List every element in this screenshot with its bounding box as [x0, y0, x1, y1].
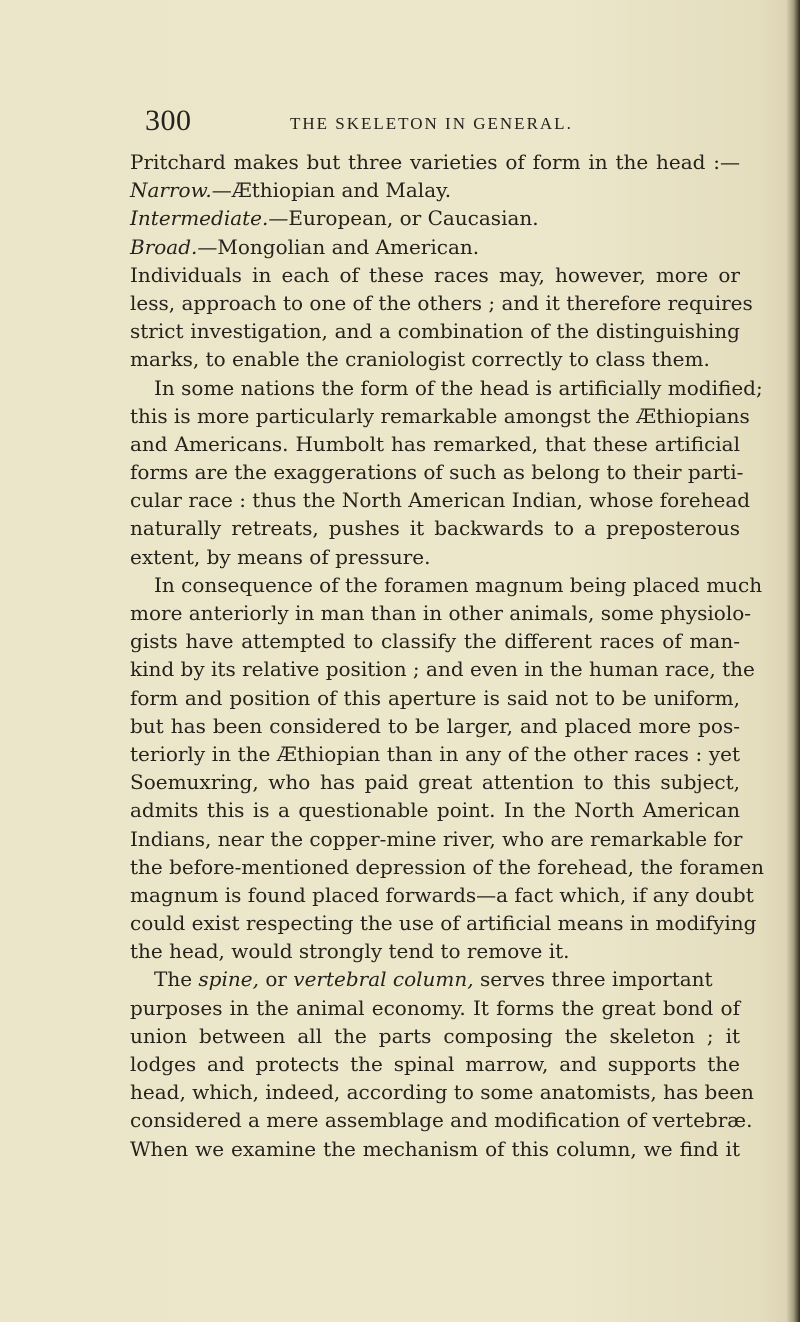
line-connector: or	[258, 967, 294, 992]
text-line: gists have attempted to classify the different races of man-	[130, 629, 740, 654]
running-head: THE SKELETON IN GENERAL.	[290, 114, 573, 133]
text-line: admits this is a questionable point. In the North American	[130, 798, 740, 823]
text-line: the head, would strongly tend to remove it.	[130, 939, 570, 964]
text-line: union between all the parts composing the skeleton ; it	[130, 1023, 740, 1048]
term-vertebral-column: vertebral column,	[293, 967, 474, 992]
text-line: but has been considered to be larger, and placed more pos-	[130, 713, 740, 738]
text-line	[130, 204, 740, 232]
line-suffix: serves three important	[473, 967, 713, 992]
text-line: and Americans. Humbolt has remarked, that these artificial	[130, 431, 740, 456]
text-line: extent, by means of pressure.	[130, 544, 431, 569]
line-prefix: The	[154, 967, 199, 992]
text-line: forms are the exaggerations of such as belong to their parti-	[130, 460, 744, 485]
term-narrow: Narrow.	[130, 178, 212, 203]
page-number: 300	[145, 104, 192, 137]
text-line: strict investigation, and a combination of the distinguishing	[130, 319, 740, 344]
text-line: less, approach to one of the others ; and it therefore requires	[130, 290, 753, 315]
text-line: In some nations the form of the head is artificially modified;	[154, 375, 763, 400]
term-broad: Broad.	[130, 234, 198, 259]
text-line: could exist respecting the use of artificial means in modifying	[130, 911, 757, 936]
text-line: this is more particularly remarkable amongst the Æthiopians	[130, 403, 750, 428]
text-line: head, which, indeed, according to some anatomists, has been	[130, 1080, 754, 1105]
term-definition: —Mongolian and American.	[197, 234, 480, 259]
text-line: form and position of this aperture is said not to be uniform,	[130, 685, 740, 710]
body-text	[130, 148, 765, 1163]
text-line: naturally retreats, pushes it backwards to a preposterous	[130, 516, 740, 541]
text-line: When we examine the mechanism of this column, we find it	[130, 1136, 740, 1161]
text-line: Individuals in each of these races may, however, more or	[130, 262, 740, 287]
text-line: Soemuxring, who has paid great attention to this subject,	[130, 770, 740, 795]
text-line	[130, 233, 740, 261]
text-line: cular race : thus the North American Indian, whose forehead	[130, 488, 751, 513]
text-line: purposes in the animal economy. It forms the great bond of	[130, 995, 740, 1020]
term-intermediate: Intermediate.	[130, 206, 269, 231]
text-line: Pritchard makes but three varieties of form in the head :—	[130, 150, 740, 174]
text-line: the before-mentioned depression of the forehead, the foramen	[130, 854, 765, 879]
text-line	[130, 176, 740, 204]
text-line: considered a mere assemblage and modification of vertebræ.	[130, 1108, 753, 1133]
term-spine: spine,	[198, 967, 259, 992]
text-line: lodges and protects the spinal marrow, and supports the	[130, 1052, 740, 1076]
text-line: teriorly in the Æthiopian than in any of the other races : yet	[130, 741, 740, 766]
text-line: kind by its relative position ; and even in the human race, the	[130, 657, 755, 682]
text-line: Indians, near the copper-mine river, who are remarkable for	[130, 826, 743, 851]
text-line: marks, to enable the craniologist correctly to class them.	[130, 347, 710, 372]
term-definition: —Æthiopian and Malay.	[211, 178, 452, 203]
text-line: In consequence of the foramen magnum being placed much	[154, 572, 763, 597]
page-edge-shadow	[786, 0, 800, 1322]
text-line: more anteriorly in man than in other animals, some physiolo-	[130, 601, 752, 625]
page-header	[145, 104, 745, 144]
term-definition: —European, or Caucasian.	[268, 206, 539, 231]
text-line	[130, 965, 740, 993]
text-line: magnum is found placed forwards—a fact which, if any doubt	[130, 882, 754, 907]
